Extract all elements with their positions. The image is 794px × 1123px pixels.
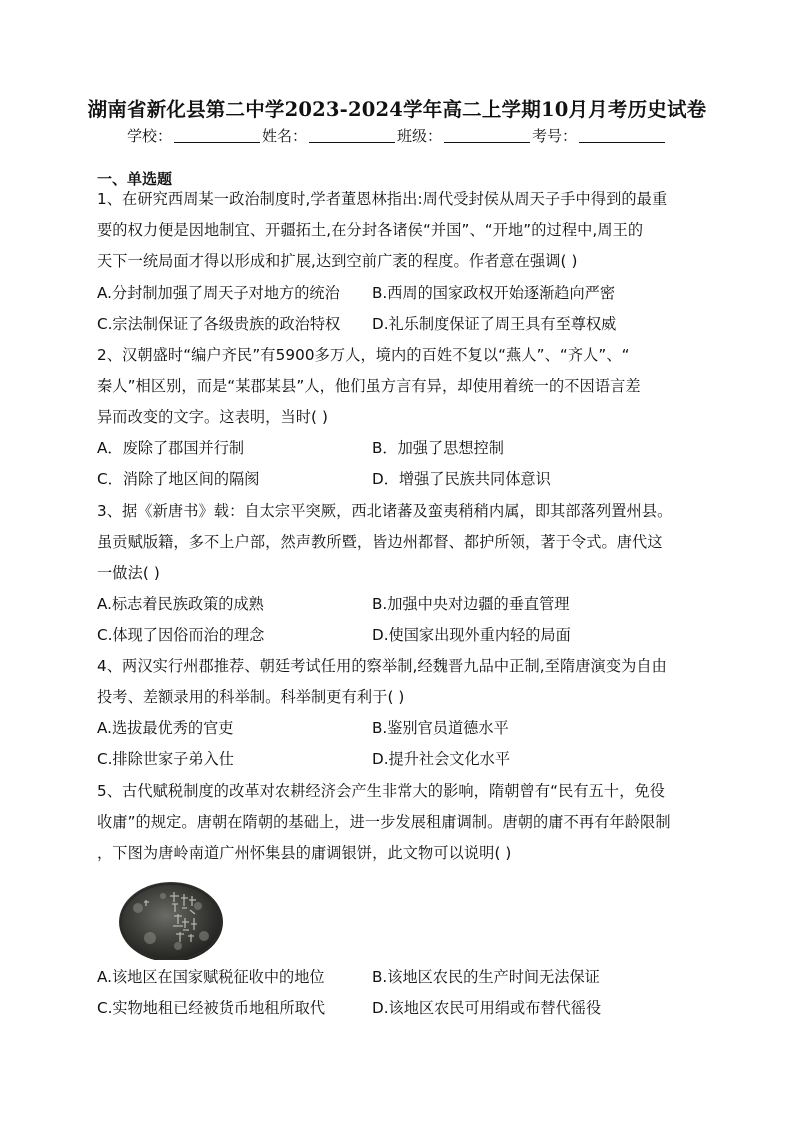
exam-no-blank[interactable] [579,128,665,143]
name-blank[interactable] [309,128,395,143]
class-blank[interactable] [444,128,530,143]
q2-line-2: 秦人”相区别，而是“某郡某县”人，他们虽方言有异，却使用着统一的不因语言差 [97,377,641,395]
q3-option-a[interactable]: A.标志着民族政策的成熟 [97,595,264,613]
q5-option-a[interactable]: A.该地区在国家赋税征收中的地位 [97,968,325,986]
q4-option-a[interactable]: A.选拔最优秀的官吏 [97,719,234,737]
silver-cake-image [118,878,224,960]
name-label: 姓名： [261,127,307,145]
q5-line-2: 收庸”的规定。唐朝在隋朝的基础上，进一步发展租庸调制。唐朝的庸不再有年龄限制 [97,813,671,831]
q2-line-3: 异而改变的文字。这表明，当时( ) [97,408,329,426]
q5-option-b[interactable]: B.该地区农民的生产时间无法保证 [372,968,600,986]
q3-line-3: 一做法( ) [97,564,160,582]
q3-line-1: 3、据《新唐书》载：自太宗平突厥，西北诸蕃及蛮夷稍稍内属，即其部落列置州县。 [97,502,673,520]
school-label: 学校： [126,127,172,145]
q3-option-c[interactable]: C.体现了因俗而治的理念 [97,626,265,644]
q2-option-b[interactable]: B．加强了思想控制 [372,439,504,457]
q4-option-b[interactable]: B.鉴别官员道德水平 [372,719,509,737]
q5-option-d[interactable]: D.该地区农民可用绢或布替代徭役 [372,999,602,1017]
page-title: 湖南省新化县第二中学2023-2024学年高二上学期10月月考历史试卷 [87,98,707,121]
q1-option-c[interactable]: C.宗法制保证了各级贵族的政治特权 [97,315,341,333]
q1-option-b[interactable]: B.西周的国家政权开始逐渐趋向严密 [372,284,616,302]
q3-option-b[interactable]: B.加强中央对边疆的垂直管理 [372,595,570,613]
q3-line-2: 虽贡赋版籍，多不上户部，然声教所暨，皆边州都督、都护所领，著于令式。唐代这 [97,533,663,551]
q2-option-a[interactable]: A．废除了郡国并行制 [97,439,245,457]
q5-line-1: 5、古代赋税制度的改革对农耕经济会产生非常大的影响，隋朝曾有“民有五十，免役 [97,782,666,800]
q2-line-1: 2、汉朝盛时“编户齐民”有5900多万人，境内的百姓不复以“燕人”、“齐人”、“ [97,346,630,364]
silver-cake-relic-icon [118,878,224,960]
school-blank[interactable] [174,128,260,143]
q5-line-3: ，下图为唐岭南道广州怀集县的庸调银饼，此文物可以说明( ) [97,844,512,862]
q2-option-c[interactable]: C．消除了地区间的隔阂 [97,470,260,488]
exam-no-label: 考号： [532,127,578,145]
q1-option-a[interactable]: A.分封制加强了周天子对地方的统治 [97,284,340,302]
q3-option-d[interactable]: D.使国家出现外重内轻的局面 [372,626,571,644]
student-info-line [0,125,794,146]
q4-line-1: 4、两汉实行州郡推荐、朝廷考试任用的察举制,经魏晋九品中正制,至隋唐演变为自由 [97,657,667,675]
q1-line-3: 天下一统局面才得以形成和扩展,达到空前广袤的程度。作者意在强调( ) [97,252,578,270]
q1-line-2: 要的权力便是因地制宜、开疆拓土,在分封各诸侯“并国”、“开地”的过程中,周王的 [97,221,644,239]
section-title: 一、单选题 [97,170,173,188]
class-label: 班级： [397,127,443,145]
q4-option-c[interactable]: C.排除世家子弟入仕 [97,750,234,768]
q4-line-2: 投考、差额录用的科举制。科举制更有利于( ) [97,688,405,706]
q1-option-d[interactable]: D.礼乐制度保证了周王具有至尊权威 [372,315,617,333]
q5-option-c[interactable]: C.实物地租已经被货币地租所取代 [97,999,326,1017]
q2-option-d[interactable]: D．增强了民族共同体意识 [372,470,551,488]
q4-option-d[interactable]: D.提升社会文化水平 [372,750,511,768]
q1-line-1: 1、在研究西周某一政治制度时,学者董恩林指出:周代受封侯从周天子手中得到的最重 [97,190,668,208]
